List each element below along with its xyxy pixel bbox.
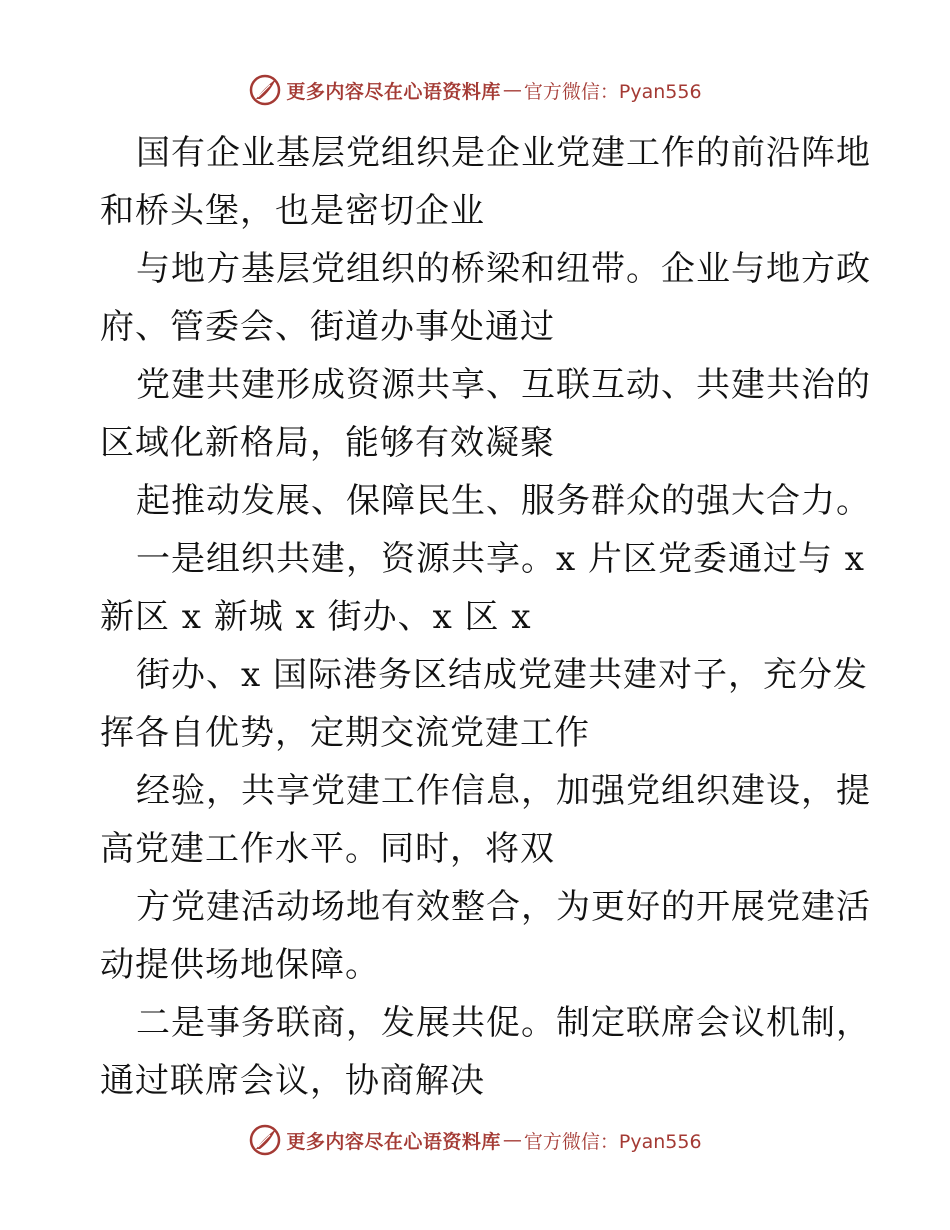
- text-line: 二是事务联商，发展共促。制定联席会议机制，: [136, 1003, 871, 1043]
- text-line: 区域化新格局，能够有效凝聚: [100, 423, 555, 463]
- text-line: 挥各自优势，定期交流党建工作: [100, 713, 590, 753]
- text-line: 新区 x 新城 x 街办、x 区 x: [100, 597, 532, 637]
- text-line: 高党建工作水平。同时，将双: [100, 829, 555, 869]
- text-line: 国有企业基层党组织是企业党建工作的前沿阵地: [136, 133, 871, 173]
- text-line: 动提供场地保障。: [100, 945, 380, 985]
- footer-banner: [0, 1120, 950, 1160]
- text-line: 与地方基层党组织的桥梁和纽带。企业与地方政: [136, 249, 871, 289]
- text-line: 街办、x 国际港务区结成党建共建对子，充分发: [136, 655, 868, 695]
- banner-wechat: 官方微信：Pyan556: [523, 80, 702, 103]
- text-line: 方党建活动场地有效整合，为更好的开展党建活: [136, 887, 871, 927]
- banner-separator: —: [502, 79, 522, 101]
- banner-title: 更多内容尽在心语资料库: [286, 1130, 501, 1153]
- text-line: 党建共建形成资源共享、互联互动、共建共治的: [136, 365, 871, 405]
- banner-separator: —: [502, 1129, 522, 1151]
- text-line: 起推动发展、保障民生、服务群众的强大合力。: [136, 481, 871, 521]
- text-line: 一是组织共建，资源共享。x 片区党委通过与 x: [136, 539, 865, 579]
- feather-logo-icon: [248, 1123, 282, 1157]
- text-line: 通过联席会议，协商解决: [100, 1061, 485, 1101]
- text-line: 和桥头堡，也是密切企业: [100, 191, 485, 231]
- banner-title: 更多内容尽在心语资料库: [286, 80, 501, 103]
- text-line: 府、管委会、街道办事处通过: [100, 307, 555, 347]
- feather-logo-icon: [248, 73, 282, 107]
- banner-wechat: 官方微信：Pyan556: [523, 1130, 702, 1153]
- text-line: 经验，共享党建工作信息，加强党组织建设，提: [136, 771, 871, 811]
- header-banner: [0, 70, 950, 110]
- document-body: [100, 124, 871, 1110]
